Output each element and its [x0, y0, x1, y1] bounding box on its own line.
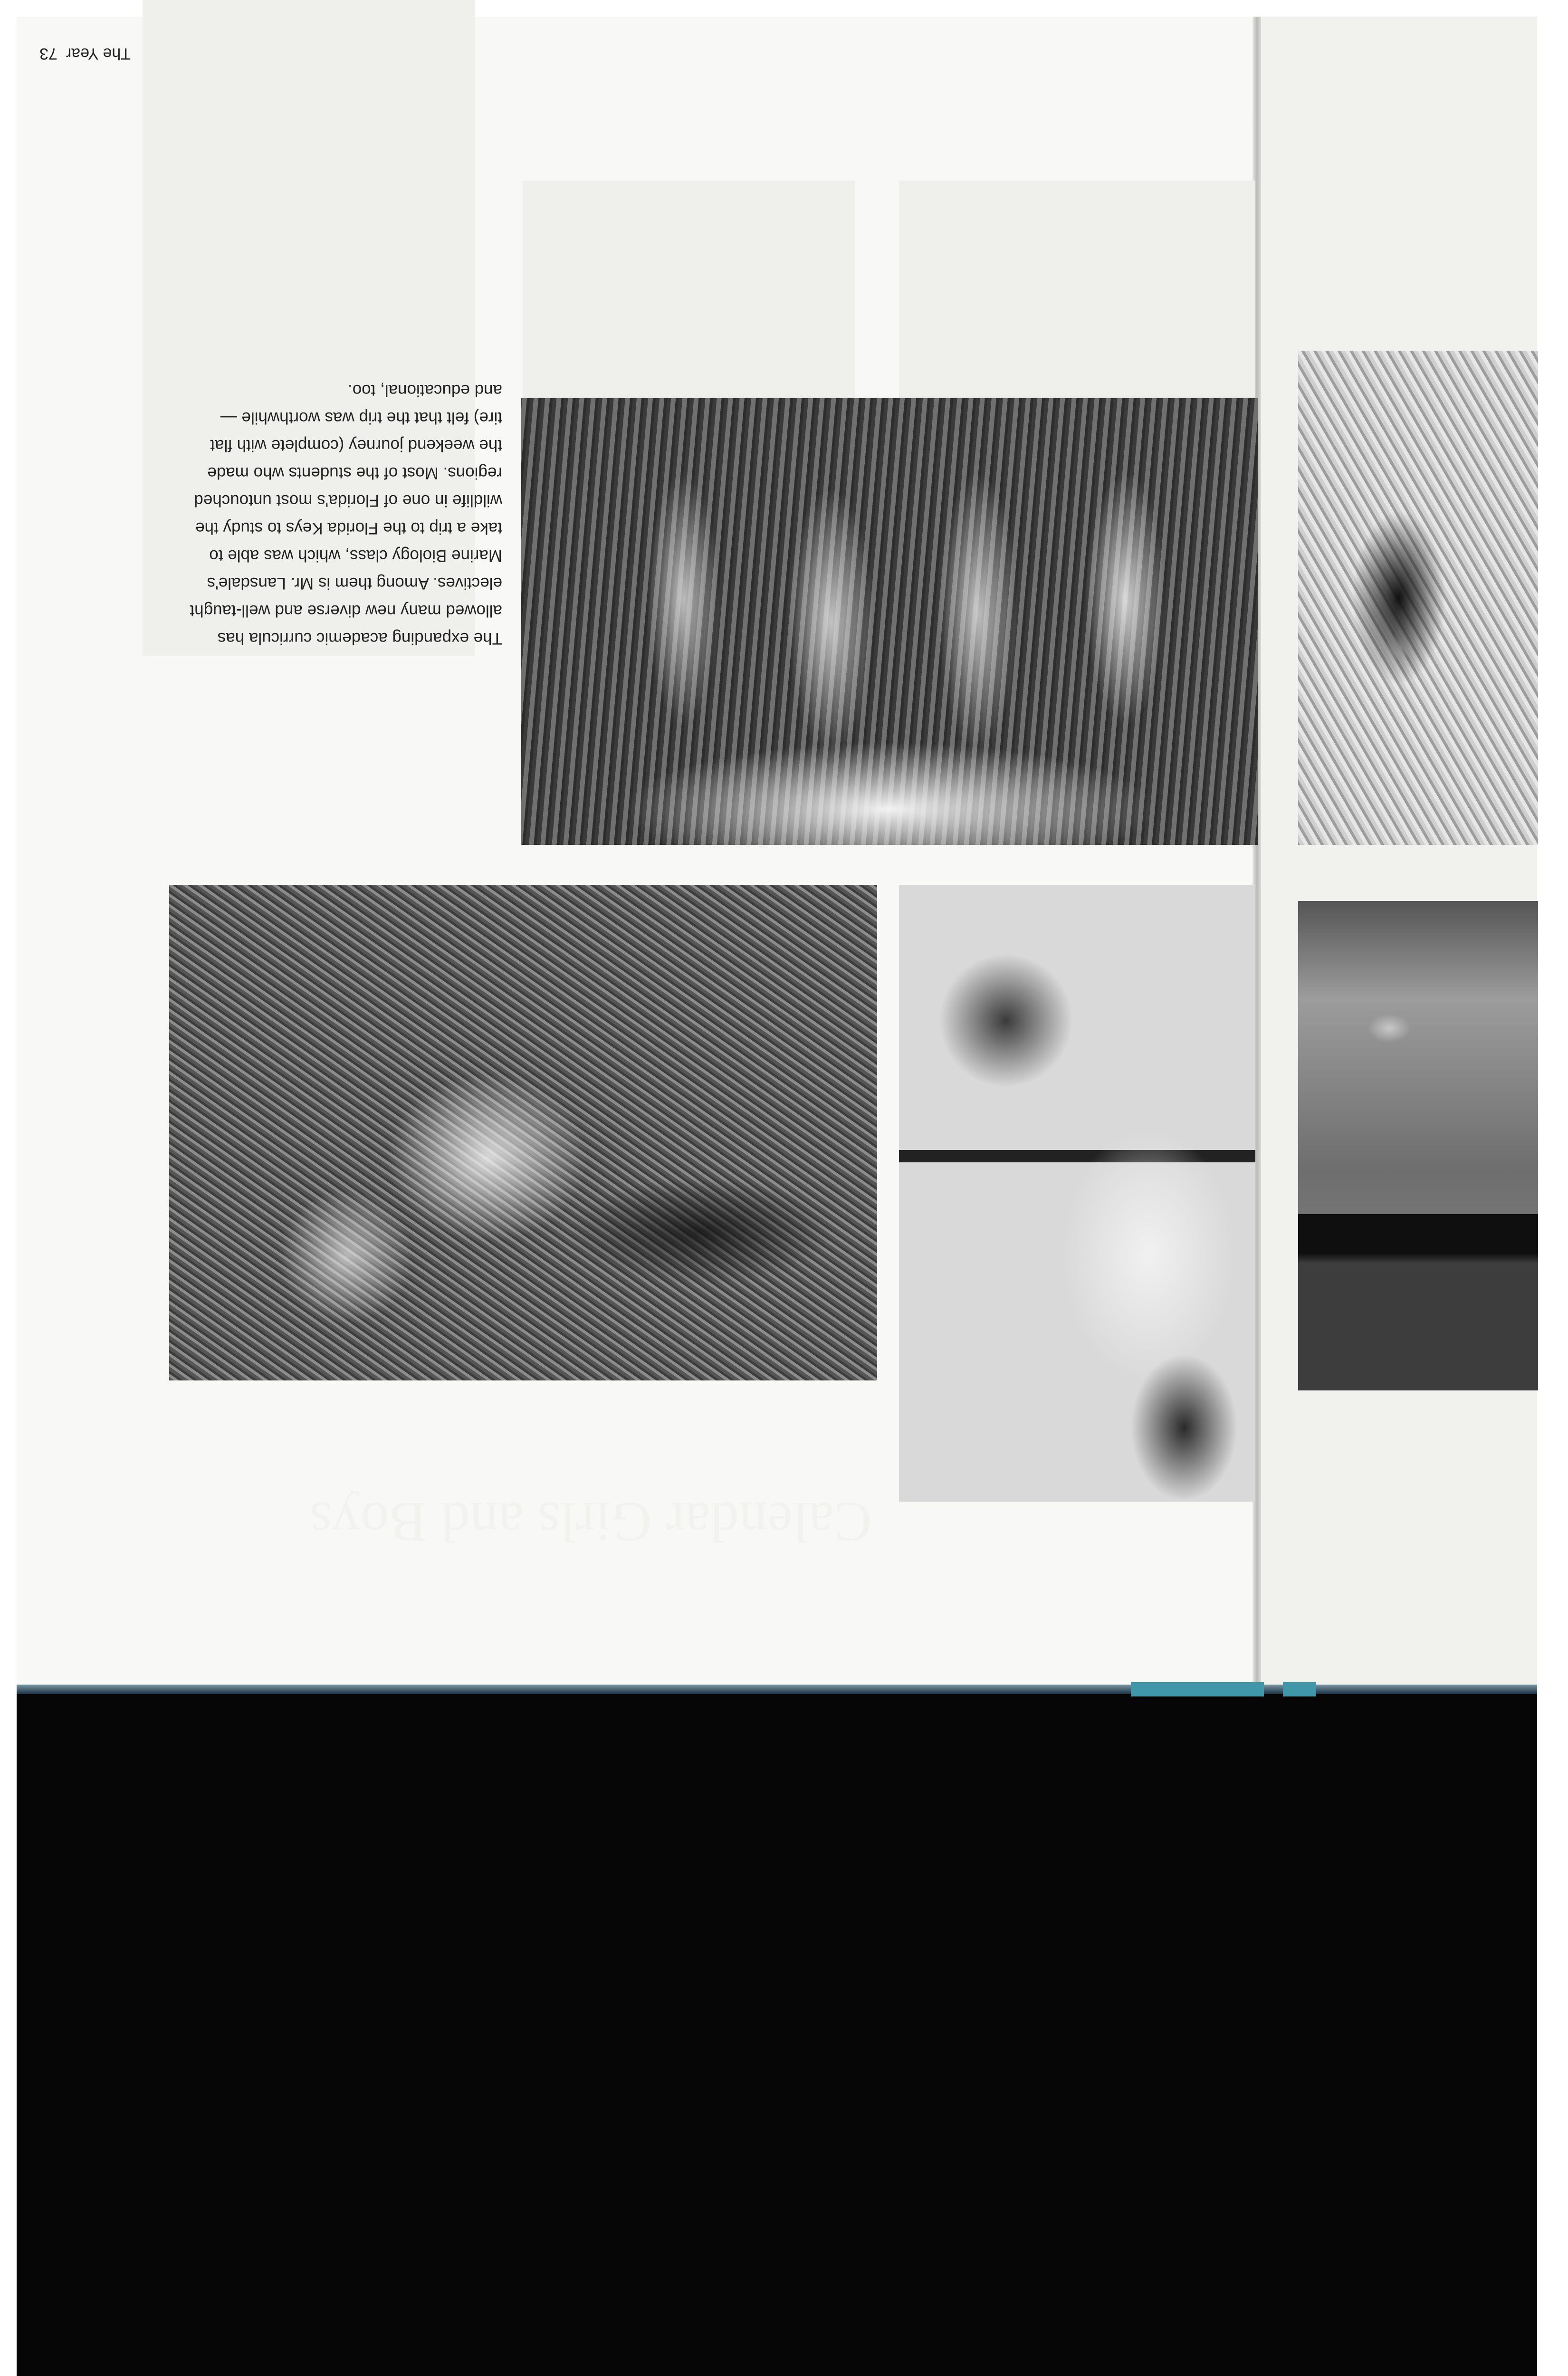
page-heading: Calendar Girls and Boys: [309, 1491, 872, 1554]
page-folio: [39, 44, 131, 63]
folio-section: The Year: [66, 45, 131, 63]
show-through-block: [143, 0, 475, 182]
aquarium-photo: [899, 885, 1255, 1502]
page-number: 73: [39, 45, 57, 63]
couple-photo: [169, 885, 877, 1380]
photo-caption: The expanding academic curricula has allowed many new diverse and well-taught electives. Among them is Mr. Lansdale's Marine Biology class, which was able to take a trip to the Florida Keys to study the wildlife in one of Florida's most untouched regions. Most of the students who made the weekend journey (complete with flat tire) felt that the trip was worthwhile — and educational, too.: [190, 381, 502, 648]
water-photo: [1298, 901, 1538, 1390]
students-group-photo: [521, 398, 1258, 845]
diver-photo: [1298, 351, 1538, 845]
